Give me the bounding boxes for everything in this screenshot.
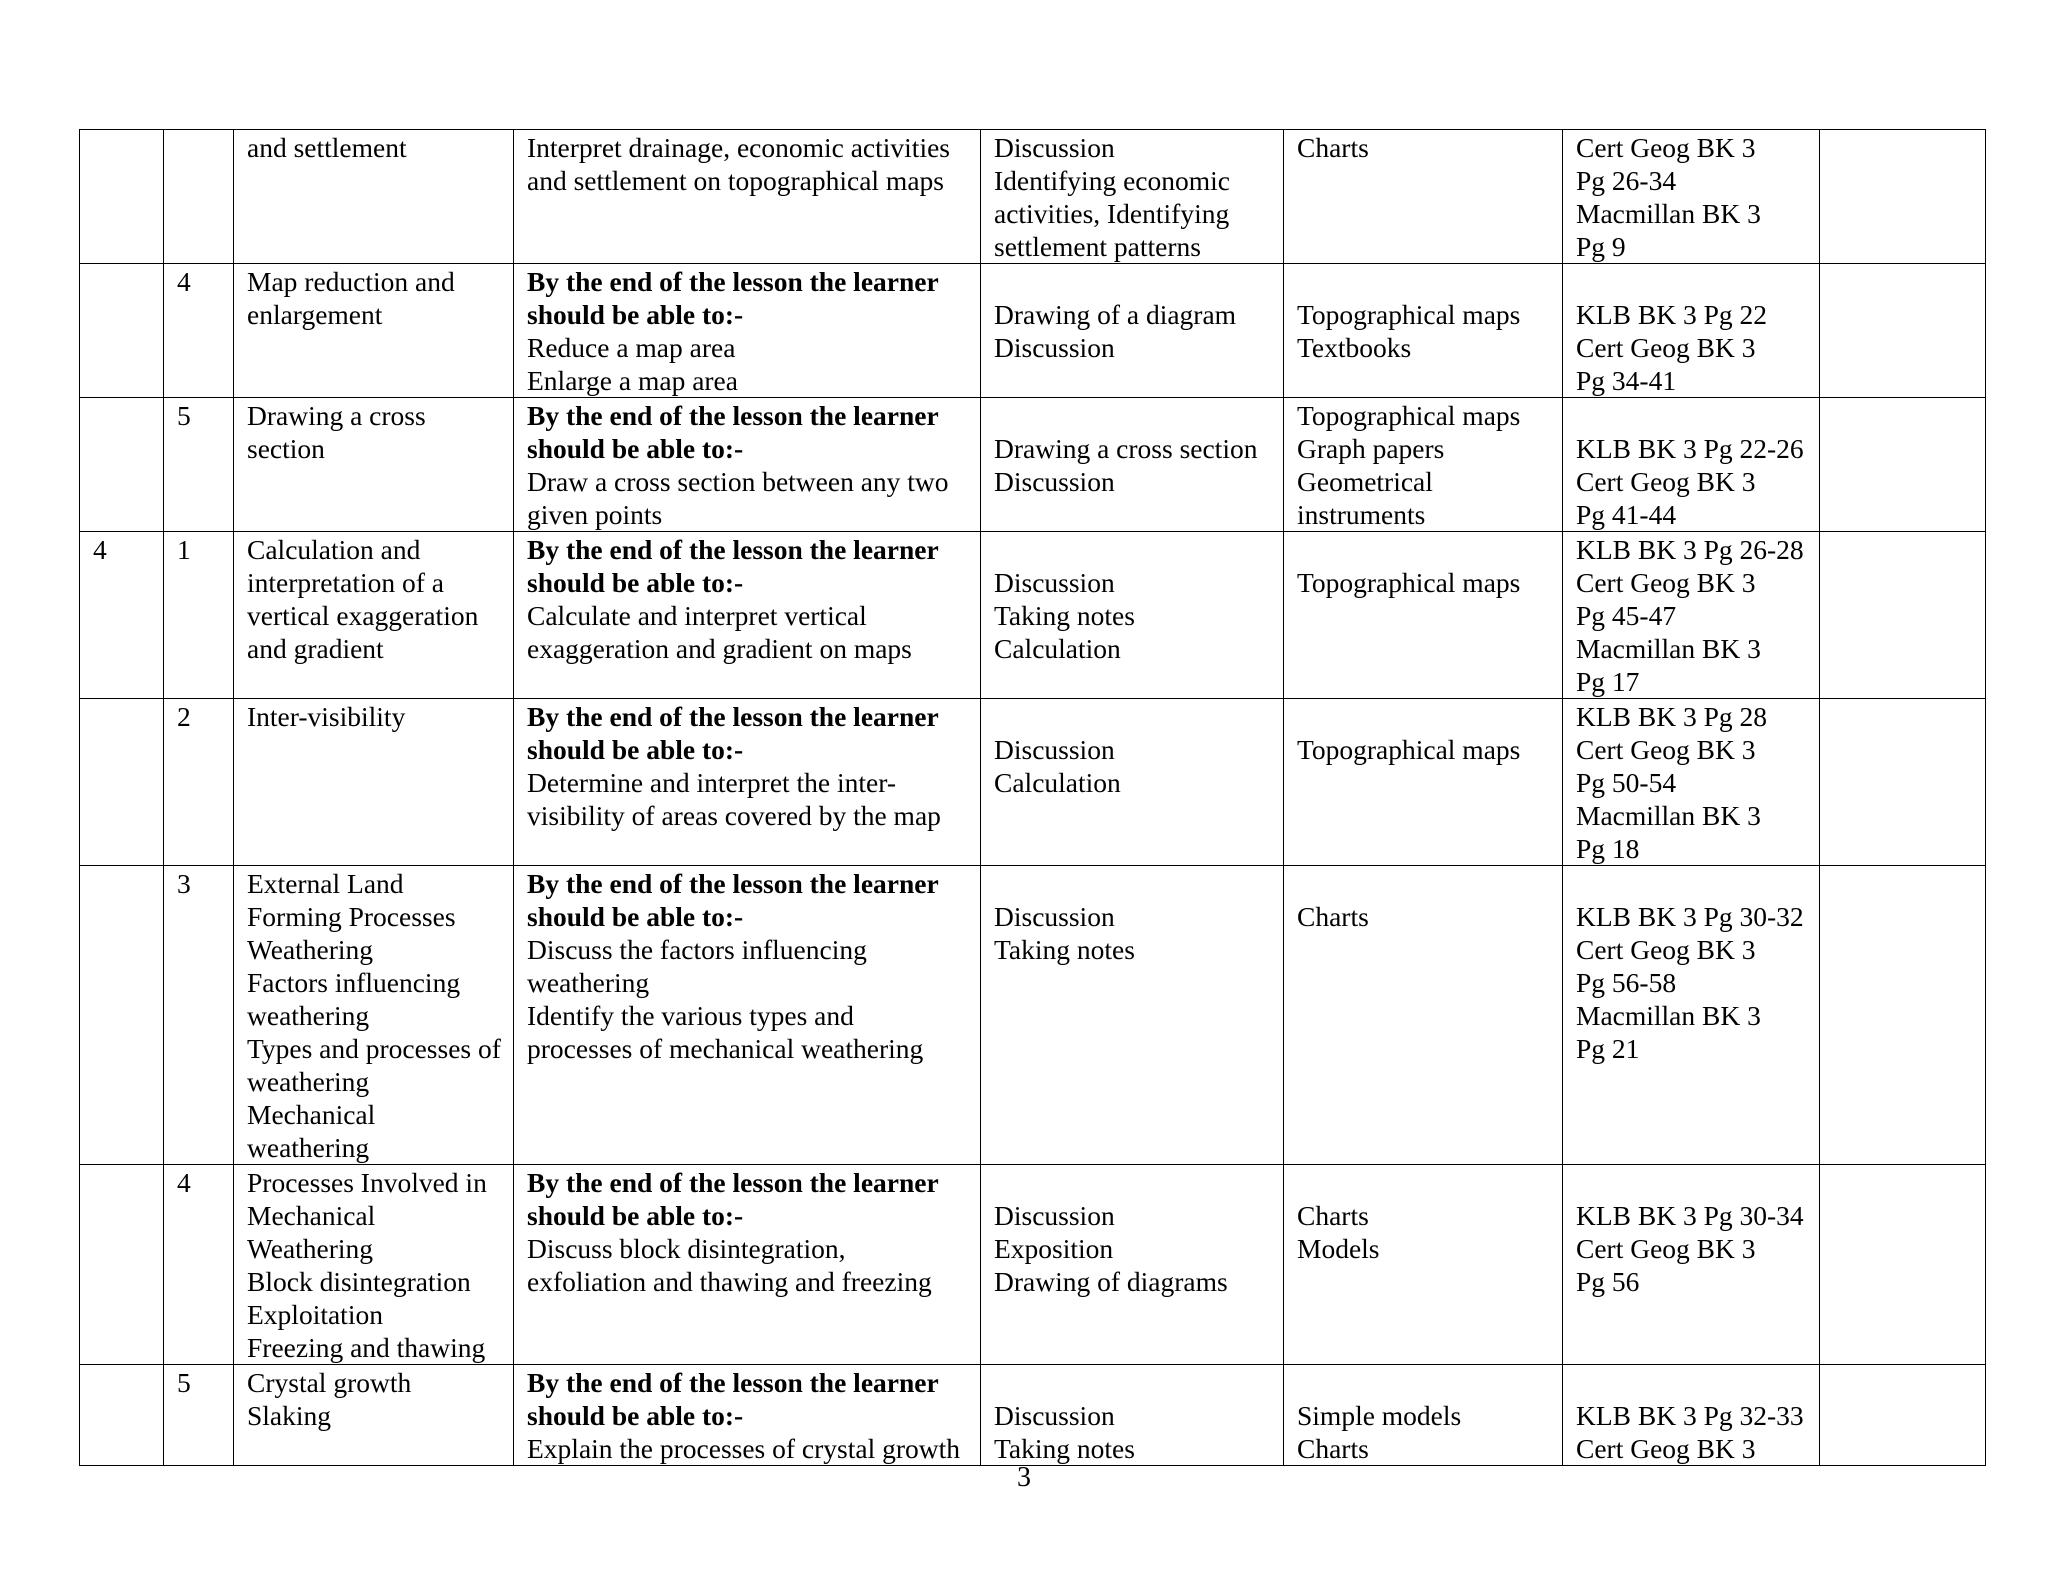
- cell-line: visibility of areas covered by the map: [527, 800, 941, 831]
- resources-cell: [1284, 532, 1563, 699]
- cell-line: Exploitation: [247, 1299, 383, 1330]
- activities-cell: [981, 264, 1284, 398]
- cell-line: Calculation: [994, 633, 1121, 664]
- references-cell: [1563, 1165, 1820, 1365]
- cell-line: Types and processes of: [247, 1033, 501, 1064]
- cell-line: Cert Geog BK 3: [1576, 466, 1756, 497]
- cell-line: should be able to:-: [527, 299, 744, 330]
- cell-line: enlargement: [247, 299, 383, 330]
- cell-line: 2: [177, 701, 191, 732]
- week-cell: [80, 130, 164, 264]
- cell-line: Macmillan BK 3: [1576, 633, 1761, 664]
- topic-cell: [234, 1365, 514, 1466]
- cell-line: [1297, 700, 1549, 733]
- cell-line: Drawing a cross section: [994, 433, 1258, 464]
- cell-line: exaggeration and gradient on maps: [527, 633, 912, 664]
- cell-line: Taking notes: [994, 600, 1135, 631]
- cell-line: Macmillan BK 3: [1576, 800, 1761, 831]
- remarks-cell: [1820, 130, 1986, 264]
- cell-line: [93, 700, 150, 733]
- remarks-cell: [1820, 1365, 1986, 1466]
- objectives-cell: [514, 866, 981, 1165]
- cell-line: Pg 21: [1576, 1033, 1640, 1064]
- cell-line: [93, 867, 150, 900]
- cell-line: section: [247, 433, 325, 464]
- remarks-cell: [1820, 699, 1986, 866]
- cell-line: settlement patterns: [994, 231, 1201, 262]
- cell-line: exfoliation and thawing and freezing: [527, 1266, 932, 1297]
- cell-line: [994, 1166, 1270, 1199]
- cell-line: Pg 9: [1576, 231, 1626, 262]
- cell-line: 4: [177, 266, 191, 297]
- cell-line: Graph papers: [1297, 433, 1445, 464]
- cell-line: Charts: [1297, 132, 1369, 163]
- cell-line: KLB BK 3 Pg 30-34: [1576, 1200, 1804, 1231]
- page-number: 3: [1017, 1462, 1031, 1493]
- cell-line: [994, 1366, 1270, 1399]
- cell-line: Cert Geog BK 3: [1576, 332, 1756, 363]
- cell-line: Pg 17: [1576, 666, 1640, 697]
- cell-line: 4: [93, 534, 107, 565]
- cell-line: Drawing of diagrams: [994, 1266, 1228, 1297]
- cell-line: [1833, 131, 1972, 164]
- cell-line: Identify the various types and: [527, 1000, 854, 1031]
- cell-line: Taking notes: [994, 1433, 1135, 1464]
- cell-line: [1576, 399, 1806, 432]
- cell-line: [1297, 1366, 1549, 1399]
- resources-cell: [1284, 398, 1563, 532]
- table-row: [80, 866, 1986, 1165]
- cell-line: KLB BK 3 Pg 22: [1576, 299, 1767, 330]
- cell-line: weathering: [527, 967, 650, 998]
- references-cell: [1563, 398, 1820, 532]
- lesson-cell: [164, 866, 234, 1165]
- cell-line: Discuss block disintegration,: [527, 1233, 846, 1264]
- week-cell: [80, 398, 164, 532]
- remarks-cell: [1820, 532, 1986, 699]
- objectives-cell: [514, 1365, 981, 1466]
- cell-line: [93, 265, 150, 298]
- table-row: [80, 532, 1986, 699]
- cell-line: [994, 533, 1270, 566]
- cell-line: 3: [177, 868, 191, 899]
- cell-line: Calculation and: [247, 534, 421, 565]
- cell-line: [1576, 265, 1806, 298]
- resources-cell: [1284, 1365, 1563, 1466]
- cell-line: and settlement: [247, 132, 407, 163]
- lesson-cell: [164, 130, 234, 264]
- cell-line: [1576, 867, 1806, 900]
- cell-line: [1297, 265, 1549, 298]
- cell-line: Models: [1297, 1233, 1380, 1264]
- cell-line: 5: [177, 400, 191, 431]
- cell-line: Pg 26-34: [1576, 165, 1677, 196]
- cell-line: 5: [177, 1367, 191, 1398]
- cell-line: Simple models: [1297, 1400, 1462, 1431]
- resources-cell: [1284, 1165, 1563, 1365]
- cell-line: Processes Involved in: [247, 1167, 487, 1198]
- objectives-cell: [514, 699, 981, 866]
- cell-line: [1576, 1166, 1806, 1199]
- cell-line: KLB BK 3 Pg 32-33: [1576, 1400, 1804, 1431]
- objectives-cell: [514, 398, 981, 532]
- cell-line: Drawing of a diagram: [994, 299, 1237, 330]
- cell-line: Pg 56-58: [1576, 967, 1677, 998]
- cell-line: Discussion: [994, 1200, 1115, 1231]
- cell-line: and gradient: [247, 633, 384, 664]
- cell-line: activities, Identifying: [994, 198, 1230, 229]
- cell-line: Geometrical: [1297, 466, 1433, 497]
- week-cell: [80, 1365, 164, 1466]
- cell-line: [1297, 867, 1549, 900]
- cell-line: Taking notes: [994, 934, 1135, 965]
- cell-line: weathering: [247, 1132, 370, 1163]
- cell-line: [1297, 533, 1549, 566]
- cell-line: [1833, 867, 1972, 900]
- cell-line: Topographical maps: [1297, 734, 1521, 765]
- cell-line: Discussion: [994, 734, 1115, 765]
- cell-line: By the end of the lesson the learner: [527, 1367, 939, 1398]
- cell-line: Textbooks: [1297, 332, 1412, 363]
- cell-line: Topographical maps: [1297, 567, 1521, 598]
- cell-line: should be able to:-: [527, 1400, 744, 1431]
- remarks-cell: [1820, 1165, 1986, 1365]
- cell-line: Discussion: [994, 901, 1115, 932]
- references-cell: [1563, 1365, 1820, 1466]
- cell-line: Weathering: [247, 1233, 374, 1264]
- lesson-cell: [164, 1365, 234, 1466]
- cell-line: processes of mechanical weathering: [527, 1033, 924, 1064]
- remarks-cell: [1820, 866, 1986, 1165]
- cell-line: [1833, 1366, 1972, 1399]
- cell-line: weathering: [247, 1000, 370, 1031]
- topic-cell: [234, 398, 514, 532]
- cell-line: 4: [177, 1167, 191, 1198]
- cell-line: Charts: [1297, 901, 1369, 932]
- activities-cell: [981, 699, 1284, 866]
- cell-line: and settlement on topographical maps: [527, 165, 944, 196]
- cell-line: Pg 34-41: [1576, 365, 1677, 396]
- cell-line: Calculation: [994, 767, 1121, 798]
- cell-line: Pg 50-54: [1576, 767, 1677, 798]
- cell-line: Weathering: [247, 934, 374, 965]
- cell-line: Pg 45-47: [1576, 600, 1677, 631]
- cell-line: Charts: [1297, 1200, 1369, 1231]
- cell-line: Mechanical: [247, 1200, 376, 1231]
- cell-line: instruments: [1297, 499, 1426, 530]
- cell-line: [1833, 399, 1972, 432]
- cell-line: Topographical maps: [1297, 299, 1521, 330]
- table-row: [80, 1165, 1986, 1365]
- cell-line: By the end of the lesson the learner: [527, 400, 939, 431]
- cell-line: should be able to:-: [527, 433, 744, 464]
- cell-line: Block disintegration: [247, 1266, 471, 1297]
- cell-line: Enlarge a map area: [527, 365, 738, 396]
- cell-line: should be able to:-: [527, 1200, 744, 1231]
- table-row: [80, 264, 1986, 398]
- cell-line: weathering: [247, 1066, 370, 1097]
- cell-line: Freezing and thawing: [247, 1332, 486, 1363]
- cell-line: Crystal growth: [247, 1367, 412, 1398]
- week-cell: [80, 264, 164, 398]
- objectives-cell: [514, 532, 981, 699]
- cell-line: Factors influencing: [247, 967, 461, 998]
- table-row: [80, 398, 1986, 532]
- cell-line: [93, 1366, 150, 1399]
- cell-line: given points: [527, 499, 663, 530]
- cell-line: Discuss the factors influencing: [527, 934, 867, 965]
- cell-line: [1297, 1166, 1549, 1199]
- cell-line: [1833, 700, 1972, 733]
- week-cell: [80, 1165, 164, 1365]
- week-cell: [80, 866, 164, 1165]
- activities-cell: [981, 1165, 1284, 1365]
- cell-line: Draw a cross section between any two: [527, 466, 949, 497]
- cell-line: Drawing a cross: [247, 400, 426, 431]
- topic-cell: [234, 130, 514, 264]
- cell-line: Identifying economic: [994, 165, 1230, 196]
- cell-line: Map reduction and: [247, 266, 455, 297]
- remarks-cell: [1820, 398, 1986, 532]
- week-cell: [80, 699, 164, 866]
- cell-line: Discussion: [994, 466, 1115, 497]
- cell-line: By the end of the lesson the learner: [527, 868, 939, 899]
- cell-line: [994, 265, 1270, 298]
- cell-line: [1833, 1166, 1972, 1199]
- lesson-cell: [164, 398, 234, 532]
- cell-line: Determine and interpret the inter-: [527, 767, 897, 798]
- resources-cell: [1284, 699, 1563, 866]
- cell-line: should be able to:-: [527, 567, 744, 598]
- cell-line: Explain the processes of crystal growth: [527, 1433, 961, 1464]
- cell-line: By the end of the lesson the learner: [527, 1167, 939, 1198]
- cell-line: [994, 867, 1270, 900]
- cell-line: Pg 41-44: [1576, 499, 1677, 530]
- cell-line: 1: [177, 534, 191, 565]
- cell-line: Topographical maps: [1297, 400, 1521, 431]
- table-row: [80, 699, 1986, 866]
- cell-line: Exposition: [994, 1233, 1114, 1264]
- cell-line: [93, 1166, 150, 1199]
- cell-line: [177, 131, 220, 164]
- cell-line: Pg 56: [1576, 1266, 1640, 1297]
- objectives-cell: [514, 1165, 981, 1365]
- table-row: [80, 1365, 1986, 1466]
- cell-line: KLB BK 3 Pg 22-26: [1576, 433, 1804, 464]
- cell-line: By the end of the lesson the learner: [527, 266, 939, 297]
- cell-line: External Land: [247, 868, 404, 899]
- cell-line: Calculate and interpret vertical: [527, 600, 867, 631]
- scheme-of-work-table: [79, 129, 1986, 1466]
- cell-line: Cert Geog BK 3: [1576, 734, 1756, 765]
- cell-line: KLB BK 3 Pg 28: [1576, 701, 1767, 732]
- cell-line: Cert Geog BK 3: [1576, 934, 1756, 965]
- cell-line: Discussion: [994, 1400, 1115, 1431]
- lesson-cell: [164, 1165, 234, 1365]
- lesson-cell: [164, 264, 234, 398]
- cell-line: Pg 18: [1576, 833, 1640, 864]
- cell-line: Macmillan BK 3: [1576, 1000, 1761, 1031]
- cell-line: [1833, 265, 1972, 298]
- resources-cell: [1284, 866, 1563, 1165]
- topic-cell: [234, 699, 514, 866]
- references-cell: [1563, 264, 1820, 398]
- cell-line: Interpret drainage, economic activities: [527, 132, 951, 163]
- week-cell: [80, 532, 164, 699]
- cell-line: KLB BK 3 Pg 26-28: [1576, 534, 1804, 565]
- resources-cell: [1284, 264, 1563, 398]
- references-cell: [1563, 866, 1820, 1165]
- cell-line: Discussion: [994, 332, 1115, 363]
- cell-line: By the end of the lesson the learner: [527, 534, 939, 565]
- cell-line: [1576, 1366, 1806, 1399]
- lesson-cell: [164, 532, 234, 699]
- topic-cell: [234, 264, 514, 398]
- cell-line: Reduce a map area: [527, 332, 736, 363]
- lesson-cell: [164, 699, 234, 866]
- cell-line: Cert Geog BK 3: [1576, 132, 1756, 163]
- topic-cell: [234, 1165, 514, 1365]
- table-row: [80, 130, 1986, 264]
- cell-line: Discussion: [994, 132, 1115, 163]
- activities-cell: [981, 130, 1284, 264]
- topic-cell: [234, 532, 514, 699]
- resources-cell: [1284, 130, 1563, 264]
- activities-cell: [981, 1365, 1284, 1466]
- cell-line: [1833, 533, 1972, 566]
- references-cell: [1563, 699, 1820, 866]
- cell-line: should be able to:-: [527, 901, 744, 932]
- cell-line: By the end of the lesson the learner: [527, 701, 939, 732]
- cell-line: should be able to:-: [527, 734, 744, 765]
- cell-line: interpretation of a: [247, 567, 444, 598]
- cell-line: [93, 131, 150, 164]
- references-cell: [1563, 532, 1820, 699]
- cell-line: Discussion: [994, 567, 1115, 598]
- cell-line: Cert Geog BK 3: [1576, 1433, 1756, 1464]
- topic-cell: [234, 866, 514, 1165]
- cell-line: Charts: [1297, 1433, 1369, 1464]
- activities-cell: [981, 532, 1284, 699]
- cell-line: vertical exaggeration: [247, 600, 479, 631]
- activities-cell: [981, 866, 1284, 1165]
- objectives-cell: [514, 264, 981, 398]
- cell-line: Cert Geog BK 3: [1576, 1233, 1756, 1264]
- cell-line: Mechanical: [247, 1099, 376, 1130]
- cell-line: Macmillan BK 3: [1576, 198, 1761, 229]
- cell-line: [93, 399, 150, 432]
- objectives-cell: [514, 130, 981, 264]
- cell-line: [994, 700, 1270, 733]
- cell-line: KLB BK 3 Pg 30-32: [1576, 901, 1804, 932]
- cell-line: Cert Geog BK 3: [1576, 567, 1756, 598]
- remarks-cell: [1820, 264, 1986, 398]
- cell-line: [994, 399, 1270, 432]
- cell-line: Inter-visibility: [247, 701, 406, 732]
- cell-line: Slaking: [247, 1400, 332, 1431]
- activities-cell: [981, 398, 1284, 532]
- references-cell: [1563, 130, 1820, 264]
- cell-line: Forming Processes: [247, 901, 456, 932]
